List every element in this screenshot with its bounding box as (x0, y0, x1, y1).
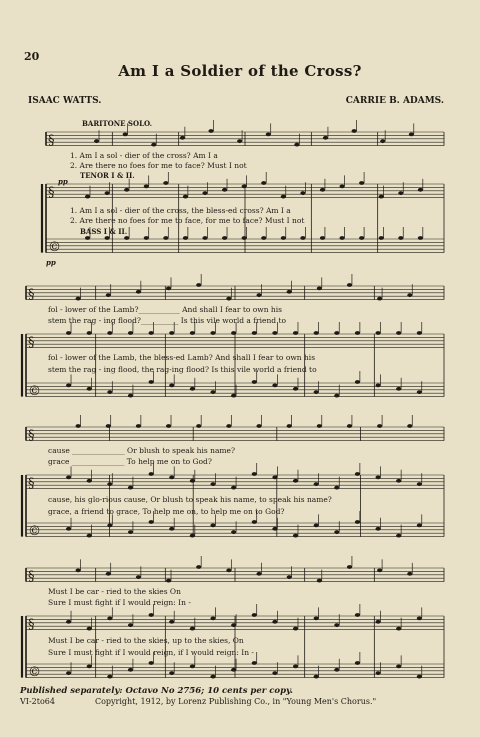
note-head (183, 236, 188, 240)
note-head (66, 331, 71, 335)
note-head (417, 617, 422, 621)
note-head (163, 181, 168, 185)
note-head (355, 520, 360, 524)
note-head (226, 297, 231, 301)
note-head (252, 613, 257, 617)
note-head (106, 293, 111, 297)
note-head (149, 380, 154, 384)
note-head (190, 665, 195, 669)
note-head (87, 627, 92, 631)
note-head (128, 331, 133, 335)
note-head (281, 236, 286, 240)
note-head (166, 424, 171, 428)
note-head (210, 524, 215, 528)
note-head (293, 627, 298, 631)
note-head (252, 380, 257, 384)
note-head (87, 534, 92, 538)
note-head (293, 479, 298, 483)
note-head (272, 620, 277, 624)
note-head (231, 530, 236, 534)
note-head (272, 384, 277, 388)
note-head (417, 524, 422, 528)
lyric-line: 2. Are there no foes for me to face? Must I not (70, 161, 247, 170)
note-head (300, 191, 305, 195)
clef-symbol: § (28, 569, 35, 584)
note-head (128, 668, 133, 672)
note-head (287, 290, 292, 294)
note-head (252, 520, 257, 524)
clef-symbol: § (28, 428, 35, 443)
note-head (409, 133, 414, 137)
note-head (261, 181, 266, 185)
note-head (169, 331, 174, 335)
note-head (314, 675, 319, 679)
copyright-line (20, 697, 376, 706)
note-head (376, 671, 381, 675)
note-head (196, 283, 201, 287)
note-head (66, 384, 71, 388)
clef-symbol: § (48, 185, 55, 200)
note-head (396, 627, 401, 631)
lyric-line: grace ______________ To help me on to God? (48, 457, 212, 466)
note-head (149, 472, 154, 476)
note-head (379, 195, 384, 199)
note-head (293, 331, 298, 335)
note-head (396, 331, 401, 335)
note-head (149, 661, 154, 665)
note-head (317, 579, 322, 583)
note-head (208, 129, 213, 133)
note-head (169, 476, 174, 480)
note-head (347, 283, 352, 287)
note-head (396, 534, 401, 538)
note-head (144, 185, 149, 189)
lyric-line: cause, his glo-rious cause, Or blush to speak his name, to speak his name? (48, 495, 332, 504)
lyric-line: Must I be car - ried to the skies On (48, 587, 181, 596)
note-head (379, 236, 384, 240)
note-head (377, 297, 382, 301)
note-head (237, 139, 242, 143)
note-head (107, 331, 112, 335)
note-head (128, 623, 133, 627)
note-head (396, 387, 401, 391)
clef-symbol: © (48, 240, 61, 255)
lyric-line: stem the rag - ing flood?__________ Is this vile world a friend to (48, 316, 287, 325)
note-head (294, 143, 299, 147)
note-head (293, 534, 298, 538)
note-head (226, 569, 231, 573)
note-head (398, 236, 403, 240)
note-head (300, 236, 305, 240)
note-head (169, 384, 174, 388)
note-head (323, 136, 328, 140)
note-head (256, 424, 261, 428)
note-head (128, 530, 133, 534)
note-head (418, 188, 423, 192)
note-head (242, 236, 247, 240)
note-head (128, 486, 133, 490)
note-head (407, 424, 412, 428)
note-head (396, 479, 401, 483)
note-head (149, 613, 154, 617)
note-head (376, 476, 381, 480)
note-head (123, 133, 128, 137)
note-head (222, 188, 227, 192)
note-head (166, 579, 171, 583)
note-head (149, 331, 154, 335)
lyric-line: cause ______________ Or blush to speak his name? (48, 446, 236, 455)
note-head (210, 675, 215, 679)
note-head (107, 390, 112, 394)
note-head (136, 424, 141, 428)
note-head (417, 675, 422, 679)
note-head (252, 331, 257, 335)
note-head (334, 530, 339, 534)
note-head (347, 424, 352, 428)
lyric-line: fol - lower of the Lamb?___________ And shall I fear to own his (48, 305, 283, 314)
page-number: 20 (24, 50, 40, 63)
note-head (242, 185, 247, 189)
note-head (359, 181, 364, 185)
note-head (85, 236, 90, 240)
lyric-line: grace, a friend to grace, To help me on, to help me on to God? (48, 507, 285, 516)
note-head (376, 527, 381, 531)
note-head (105, 236, 110, 240)
note-head (334, 394, 339, 398)
note-head (107, 675, 112, 679)
catalog-code: VI-2to64 (20, 697, 55, 706)
lyric-line: fol - lower of the Lamb, the bless-ed Lamb? And shall I fear to own his (48, 353, 316, 362)
note-head (355, 331, 360, 335)
note-head (340, 185, 345, 189)
baritone-solo-label: BARITONE SOLO. (82, 119, 153, 128)
note-head (314, 617, 319, 621)
note-head (76, 569, 81, 573)
note-head (210, 331, 215, 335)
note-head (334, 331, 339, 335)
note-head (76, 297, 81, 301)
note-head (180, 136, 185, 140)
note-head (347, 565, 352, 569)
note-head (266, 133, 271, 137)
note-head (287, 575, 292, 579)
note-head (231, 486, 236, 490)
clef-symbol: © (28, 665, 41, 680)
note-head (190, 479, 195, 483)
note-head (417, 482, 422, 486)
lyric-line: 2. Are there no foes for me to face, for me to face? Must I not (70, 216, 305, 225)
note-head (376, 384, 381, 388)
clef-symbol: § (28, 335, 35, 350)
note-head (317, 424, 322, 428)
note-head (398, 191, 403, 195)
note-head (76, 424, 81, 428)
note-head (320, 188, 325, 192)
note-head (314, 331, 319, 335)
note-head (252, 661, 257, 665)
note-head (202, 191, 207, 195)
note-head (107, 617, 112, 621)
note-head (407, 572, 412, 576)
note-head (320, 236, 325, 240)
note-head (293, 665, 298, 669)
note-head (334, 668, 339, 672)
note-head (256, 293, 261, 297)
lyric-line: stem the rag - ing flood, the rag-ing flood? Is this vile world a friend to (48, 365, 317, 374)
note-head (340, 236, 345, 240)
note-head (169, 620, 174, 624)
note-head (231, 394, 236, 398)
note-head (396, 665, 401, 669)
note-head (272, 671, 277, 675)
note-head (105, 191, 110, 195)
lyric-line: 1. Am I a sol - dier of the cross? Am I a (70, 151, 218, 160)
note-head (136, 290, 141, 294)
note-head (314, 390, 319, 394)
note-head (377, 424, 382, 428)
note-head (190, 534, 195, 538)
clef-symbol: © (28, 384, 41, 399)
note-head (124, 188, 129, 192)
note-head (287, 424, 292, 428)
note-head (231, 331, 236, 335)
note-head (66, 476, 71, 480)
note-head (190, 331, 195, 335)
note-head (417, 331, 422, 335)
dynamic-pp-bass: pp (46, 258, 56, 267)
note-head (355, 380, 360, 384)
note-head (124, 236, 129, 240)
lyric-line: Must I be car - ried to the skies, up to the skies, On (48, 636, 244, 645)
note-head (256, 572, 261, 576)
song-title: Am I a Soldier of the Cross? (118, 62, 362, 80)
lyricist: ISAAC WATTS. (28, 96, 102, 106)
note-head (377, 569, 382, 573)
note-head (87, 331, 92, 335)
dynamic-pp-tenor: pp (58, 177, 68, 186)
note-head (226, 424, 231, 428)
note-head (355, 613, 360, 617)
note-head (169, 671, 174, 675)
note-head (359, 236, 364, 240)
publication-note: Published separately: Octavo No 2756; 10 cents per copy. (20, 686, 293, 696)
note-head (355, 472, 360, 476)
note-head (317, 287, 322, 291)
note-head (417, 390, 422, 394)
bass-label: BASS I & II. (80, 227, 128, 236)
note-head (355, 661, 360, 665)
note-head (222, 236, 227, 240)
note-head (352, 129, 357, 133)
note-head (190, 627, 195, 631)
note-head (252, 472, 257, 476)
note-head (196, 424, 201, 428)
note-head (196, 565, 201, 569)
note-head (163, 236, 168, 240)
copyright-text: Copyright, 1912, by Lorenz Publishing Co., in "Young Men's Chorus." (94, 697, 377, 706)
note-head (281, 195, 286, 199)
note-head (166, 287, 171, 291)
note-head (190, 387, 195, 391)
note-head (183, 195, 188, 199)
note-head (293, 387, 298, 391)
note-head (169, 527, 174, 531)
clef-symbol: § (28, 476, 35, 491)
note-head (202, 236, 207, 240)
note-head (106, 572, 111, 576)
tenor-label: TENOR I & II. (80, 171, 135, 180)
note-head (210, 482, 215, 486)
note-head (261, 236, 266, 240)
lyric-line: Sure I must fight if I would reign, if I would reign: In - (48, 648, 254, 657)
note-head (66, 671, 71, 675)
note-head (144, 236, 149, 240)
note-head (128, 394, 133, 398)
note-head (87, 665, 92, 669)
clef-symbol: § (28, 287, 35, 302)
lyric-line: 1. Am I a sol - dier of the cross, the bless-ed cross? Am I a (70, 206, 291, 215)
clef-symbol: © (28, 524, 41, 539)
note-head (314, 524, 319, 528)
note-head (334, 486, 339, 490)
note-head (210, 390, 215, 394)
note-head (380, 139, 385, 143)
note-head (94, 139, 99, 143)
note-head (314, 482, 319, 486)
clef-symbol: § (28, 617, 35, 632)
note-head (407, 293, 412, 297)
composer: CARRIE B. ADAMS. (345, 96, 444, 106)
note-head (149, 520, 154, 524)
note-head (376, 331, 381, 335)
note-head (210, 617, 215, 621)
note-head (87, 387, 92, 391)
lyric-line: Sure I must fight if I would reign: In - (48, 598, 191, 607)
note-head (85, 195, 90, 199)
note-head (334, 623, 339, 627)
note-head (272, 331, 277, 335)
note-head (66, 527, 71, 531)
note-head (87, 479, 92, 483)
note-head (136, 575, 141, 579)
clef-symbol: § (48, 133, 55, 148)
note-head (151, 143, 156, 147)
note-head (376, 620, 381, 624)
note-head (418, 236, 423, 240)
note-head (231, 623, 236, 627)
note-head (66, 620, 71, 624)
note-head (106, 424, 111, 428)
note-head (231, 668, 236, 672)
